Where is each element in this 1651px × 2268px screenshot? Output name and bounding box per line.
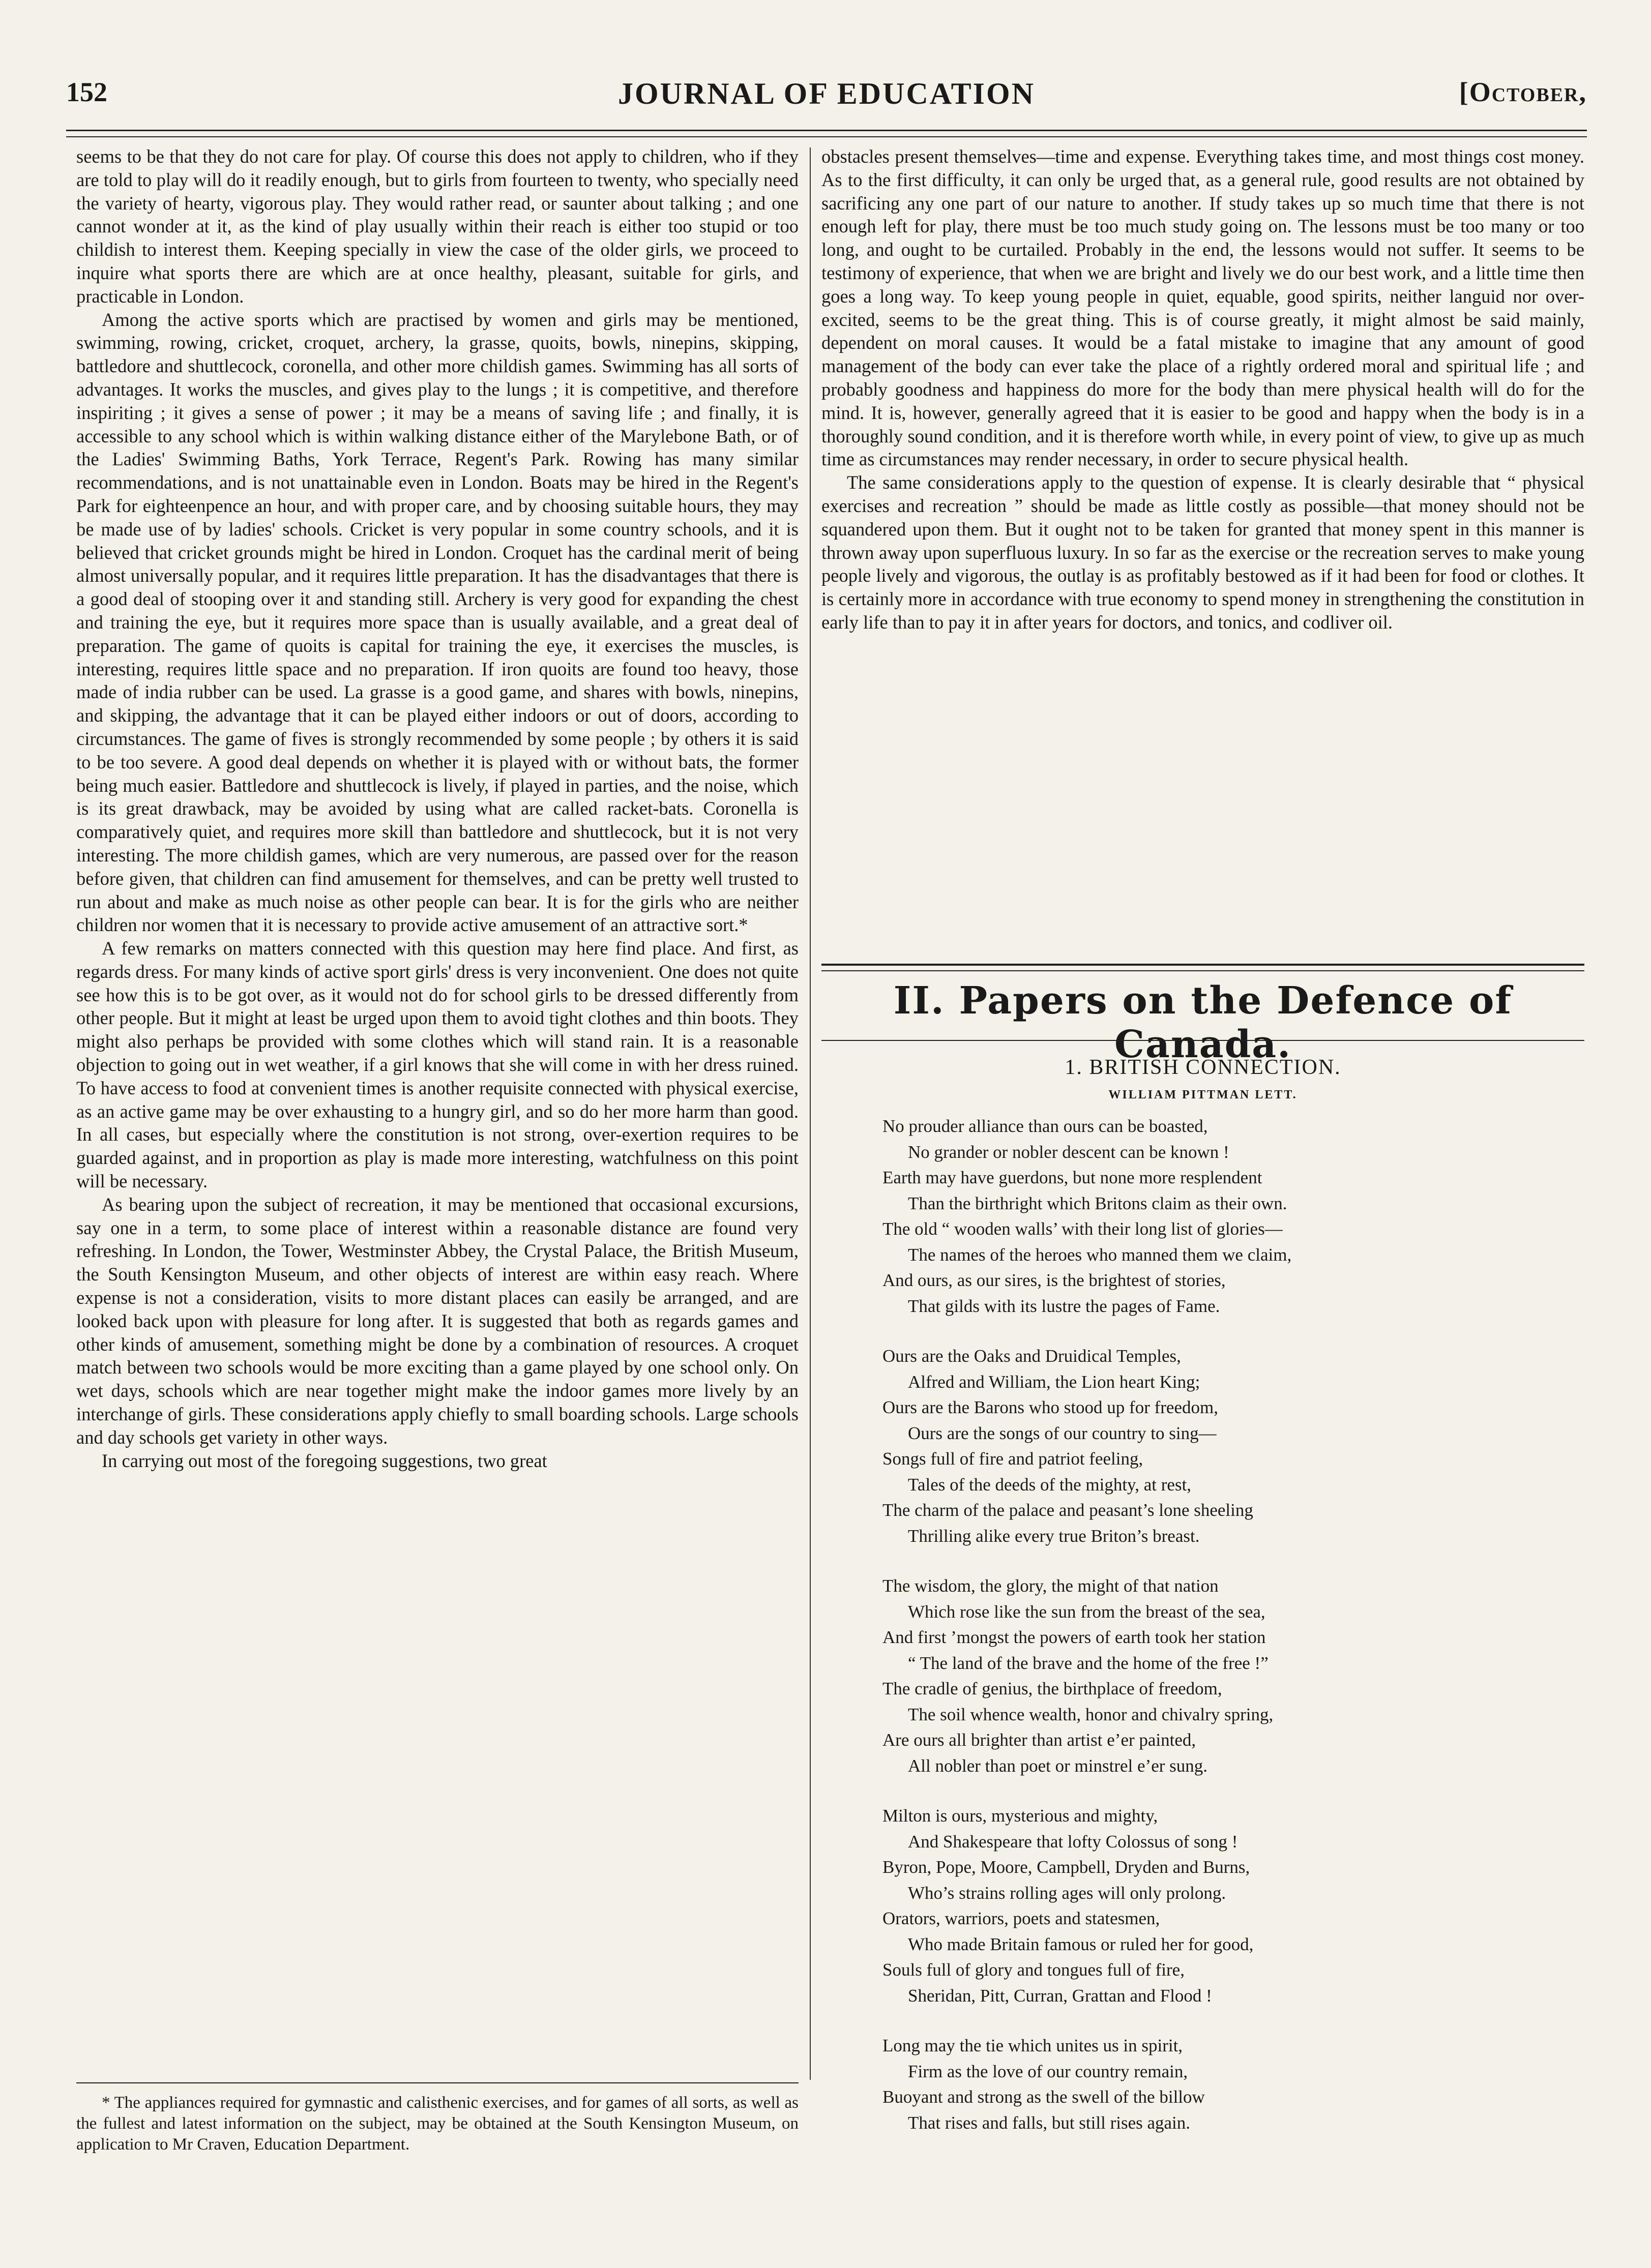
poem-line: The old “ wooden walls’ with their long list of glories— <box>882 1219 1283 1239</box>
paragraph: obstacles present themselves—time and expense. Everything takes time, and most things cost money. As to the first difficulty, it can only be urged that, as a general rule, good results are not obtained by sacrificing any one part of our nature to another. If study takes up so much time that there is not enough left for play, there must be too much study going on. The lessons must be too many or too long, and ought to be curtailed. Probably in the end, the lessons would not suffer. It seems to be testimony of experience, that when we are bright and lively we do our best work, and a little time then goes a long way. To keep young people in quiet, equable, good spirits, neither languid nor over-excited, seems to be the great thing. This is of course greatly, it might almost be said mainly, dependent on moral causes. It would be a fatal mistake to imagine that any amount of good management of the body can ever take the place of a rightly ordered moral and spiritual life ; and probably goodness and happiness do more for the body than mere physical health will do for the mind. It is, however, generally agreed that it is easier to be good and happy when the body is in a thoroughly sound condition, and it is therefore worth while, in every point of view, to give up as much time as circumstances may render necessary, in order to secure physical health. <box>821 146 1584 470</box>
poem-line: Who made Britain famous or ruled her for good, <box>908 1934 1254 1954</box>
poem-line: Firm as the love of our country remain, <box>908 2061 1188 2081</box>
footnote: * The appliances required for gymnastic and calisthenic exercises, and for games of all sorts, as well as the fullest and latest information on the subject, may be obtained at the South Kensington Museum, on application to Mr Craven, Education Department. <box>76 2094 799 2154</box>
stanza <box>882 1803 1544 2009</box>
footnote-rule <box>76 2082 799 2083</box>
paragraph: The same considerations apply to the question of expense. It is clearly desirable that “ physical exercises and recreation ” should be made as little costly as possible—that money should not be squandered upon them. But it ought not to be taken for granted that money spent in this manner is thrown away upon superfluous luxury. In so far as the exercise or the recreation serves to make young people lively and vigorous, the outlay is as profitably bestowed as if it had been for food or clothes. It is certainly more in accordance with true economy to spend money in strengthening the constitution in early life than to pay it in after years for doctors, and tonics, and codliver oil. <box>821 472 1584 633</box>
poem-line: Byron, Pope, Moore, Campbell, Dryden and Burns, <box>882 1857 1250 1877</box>
stanza <box>882 1344 1544 1549</box>
poem-line: That rises and falls, but still rises again. <box>908 2112 1191 2133</box>
column-divider <box>810 147 811 2080</box>
poem-line: Thrilling alike every true Briton’s breast. <box>908 1526 1200 1546</box>
poem-line: Which rose like the sun from the breast of the sea, <box>908 1601 1265 1622</box>
header-date: [October, <box>1459 77 1587 107</box>
poem-line: Orators, warriors, poets and statesmen, <box>882 1908 1160 1928</box>
poem-line: No prouder alliance than ours can be boasted, <box>882 1116 1208 1136</box>
paragraph: A few remarks on matters connected with this question may here find place. And first, as regards dress. For many kinds of active sport girls' dress is very inconvenient. One does not quite see how this is to be got over, as it would not do for school girls to be dressed differently from other people. But it might at least be urged upon them to avoid tight clothes and thin boots. They might also perhaps be provided with some clothes which will stand rain. It is a reasonable objection to going out in wet weather, if a girl knows that she will come in with her dress ruined. To have access to food at convenient times is another requisite connected with physical exercise, as an active game may be over exhausting to a hungry girl, and so do her more harm than good. In all cases, but especially where the constitution is not strong, over-exertion requires to be guarded against, and in proportion as play is made more interesting, watchfulness on this point will be necessary. <box>76 938 799 1192</box>
stanza <box>882 1114 1544 1319</box>
poem-line: And first ’mongst the powers of earth took her station <box>882 1627 1266 1647</box>
section-rule-bottom <box>821 1040 1584 1041</box>
poem-line: No grander or nobler descent can be known ! <box>908 1142 1229 1162</box>
poem-line: Earth may have guerdons, but none more resplendent <box>882 1168 1262 1187</box>
poem-line: Tales of the deeds of the mighty, at rest, <box>908 1474 1192 1495</box>
poem-line: The soil whence wealth, honor and chivalry spring, <box>908 1704 1274 1724</box>
poem-line: The cradle of genius, the birthplace of freedom, <box>882 1679 1222 1698</box>
stanza-gap <box>882 1549 1544 1573</box>
paragraph: As bearing upon the subject of recreation, it may be mentioned that occasional excursions, say one in a term, to some place of interest within a reasonable distance are found very refreshing. In London, the Tower, Westminster Abbey, the Crystal Palace, the British Museum, the South Kensington Museum, and other objects of interest are within easy reach. Where expense is not a consideration, visits to more distant places can easily be arranged, and are looked back upon with pleasure for long after. It is suggested that both as regards games and other kinds of amusement, something might be done by a combination of resources. A croquet match between two schools would be more exciting than a game played by one school only. On wet days, schools which are near together might make the indoor games more lively by an interchange of girls. These considerations apply chiefly to small boarding schools. Large schools and day schools get variety in other ways. <box>76 1193 799 1448</box>
poem-line: Ours are the Barons who stood up for freedom, <box>882 1397 1218 1417</box>
running-header <box>66 76 1587 122</box>
left-column <box>76 145 799 1472</box>
poem-line: Are ours all brighter than artist e’er painted, <box>882 1730 1196 1750</box>
stanza-gap <box>882 1319 1544 1344</box>
poem <box>882 1114 1544 2136</box>
poem-line: Who’s strains rolling ages will only prolong. <box>908 1883 1226 1903</box>
poem-line: The wisdom, the glory, the might of that nation <box>882 1576 1219 1596</box>
poem-line: “ The land of the brave and the home of the free !” <box>908 1653 1269 1673</box>
paragraph: seems to be that they do not care for play. Of course this does not apply to children, who if they are told to play will do it readily enough, but to girls from fourteen to twenty, who specially need the variety of hearty, vigorous play. They would rather read, or saunter about talking ; and one cannot wonder at it, as the kind of play usually within their reach is either too stupid or too childish to interest them. Keeping specially in view the case of the older girls, we proceed to inquire what sports there are which are at once healthy, pleasant, suitable for girls, and practicable in London. <box>76 146 799 307</box>
poem-line: That gilds with its lustre the pages of Fame. <box>908 1296 1220 1316</box>
paragraph: Among the active sports which are practised by women and girls may be mentioned, swimming, rowing, cricket, croquet, archery, la grasse, quoits, bowls, ninepins, skipping, battledore and shuttlecock, coronella, and other more childish games. Swimming has all sorts of advantages. It works the muscles, and gives play to the lungs ; it is competitive, and therefore inspiriting ; it gives a sense of power ; it may be a means of saving life ; and finally, it is accessible to any school which is within walking distance either of the Marylebone Bath, or of the Ladies' Swimming Baths, York Terrace, Regent's Park. Rowing has many similar recommendations, and is not unattainable even in London. Boats may be hired in the Regent's Park for eighteenpence an hour, and with proper care, and by choosing suitable hours, they may be made use of by ladies' schools. Cricket is very popular in some country schools, and it is believed that cricket grounds might be hired in London. Croquet has the cardinal merit of being almost universally popular, and it requires little preparation. It has the disadvantages that there is a good deal of stooping over it and standing still. Archery is very good for expanding the chest and training the eye, but it requires more space than is usually available, and a great deal of preparation. The game of quoits is capital for training the eye, it exercises the muscles, is interesting, requires little space and no preparation. If iron quoits are found too heavy, those made of india rubber can be used. La grasse is a good game, and shares with bowls, ninepins, and skipping, the advantage that it can be played either indoors or out of doors, according to circumstances. The game of fives is strongly recommended by some people ; by others it is said to be too severe. A good deal depends on whether it is played with or without bats, the former being much easier. Battledore and shuttlecock is lively, if played in parties, and the noise, which is its great drawback, may be avoided by using what are called racket-bats. Coronella is comparatively quiet, and requires more skill than battledore and shuttlecock, but it is not very interesting. The more childish games, which are very numerous, are passed over for the reason before given, that children can find amusement for themselves, and can be pretty well trusted to run about and make as much noise as other people can bear. It is for the girls who are neither children nor women that it is necessary to provide active amusement of an attractive sort.* <box>76 309 799 936</box>
poem-line: The charm of the palace and peasant’s lone sheeling <box>882 1500 1253 1520</box>
journal-title: JOURNAL OF EDUCATION <box>617 77 1036 110</box>
poem-line: Souls full of glory and tongues full of fire, <box>882 1960 1185 1980</box>
paragraph: In carrying out most of the foregoing suggestions, two great <box>102 1450 547 1471</box>
page-number: 152 <box>66 77 107 107</box>
poem-line: And Shakespeare that lofty Colossus of song ! <box>908 1831 1238 1852</box>
stanza-gap <box>882 2009 1544 2033</box>
poem-line: Ours are the Oaks and Druidical Temples, <box>882 1346 1181 1366</box>
poem-line: Alfred and William, the Lion heart King; <box>908 1371 1200 1392</box>
poem-line: Long may the tie which unites us in spirit, <box>882 2036 1183 2055</box>
header-rule-secondary <box>66 136 1587 137</box>
poem-line: Songs full of fire and patriot feeling, <box>882 1449 1143 1469</box>
poem-title: 1. BRITISH CONNECTION. <box>1065 1056 1341 1079</box>
poem-line: And ours, as our sires, is the brightest of stories, <box>882 1270 1226 1290</box>
poem-author: WILLIAM PITTMAN LETT. <box>1108 1088 1298 1101</box>
right-column <box>821 145 1584 634</box>
section-rule-secondary <box>821 970 1584 971</box>
poem-line: Sheridan, Pitt, Curran, Grattan and Flood ! <box>908 1985 1212 2006</box>
stanza-gap <box>882 1779 1544 1803</box>
poem-line: Milton is ours, mysterious and mighty, <box>882 1806 1158 1826</box>
stanza <box>882 2033 1544 2136</box>
stanza <box>882 1573 1544 1779</box>
poem-line: Than the birthright which Britons claim as their own. <box>908 1193 1287 1213</box>
header-rule <box>66 130 1587 131</box>
poem-line: The names of the heroes who manned them we claim, <box>908 1244 1292 1265</box>
poem-line: All nobler than poet or minstrel e’er sung. <box>908 1755 1208 1776</box>
poem-line: Buoyant and strong as the swell of the billow <box>882 2087 1205 2107</box>
section-heading: II. Papers on the Defence of Canada. <box>893 979 1513 1066</box>
section-rule <box>821 964 1584 966</box>
poem-line: Ours are the songs of our country to sing— <box>908 1423 1217 1443</box>
